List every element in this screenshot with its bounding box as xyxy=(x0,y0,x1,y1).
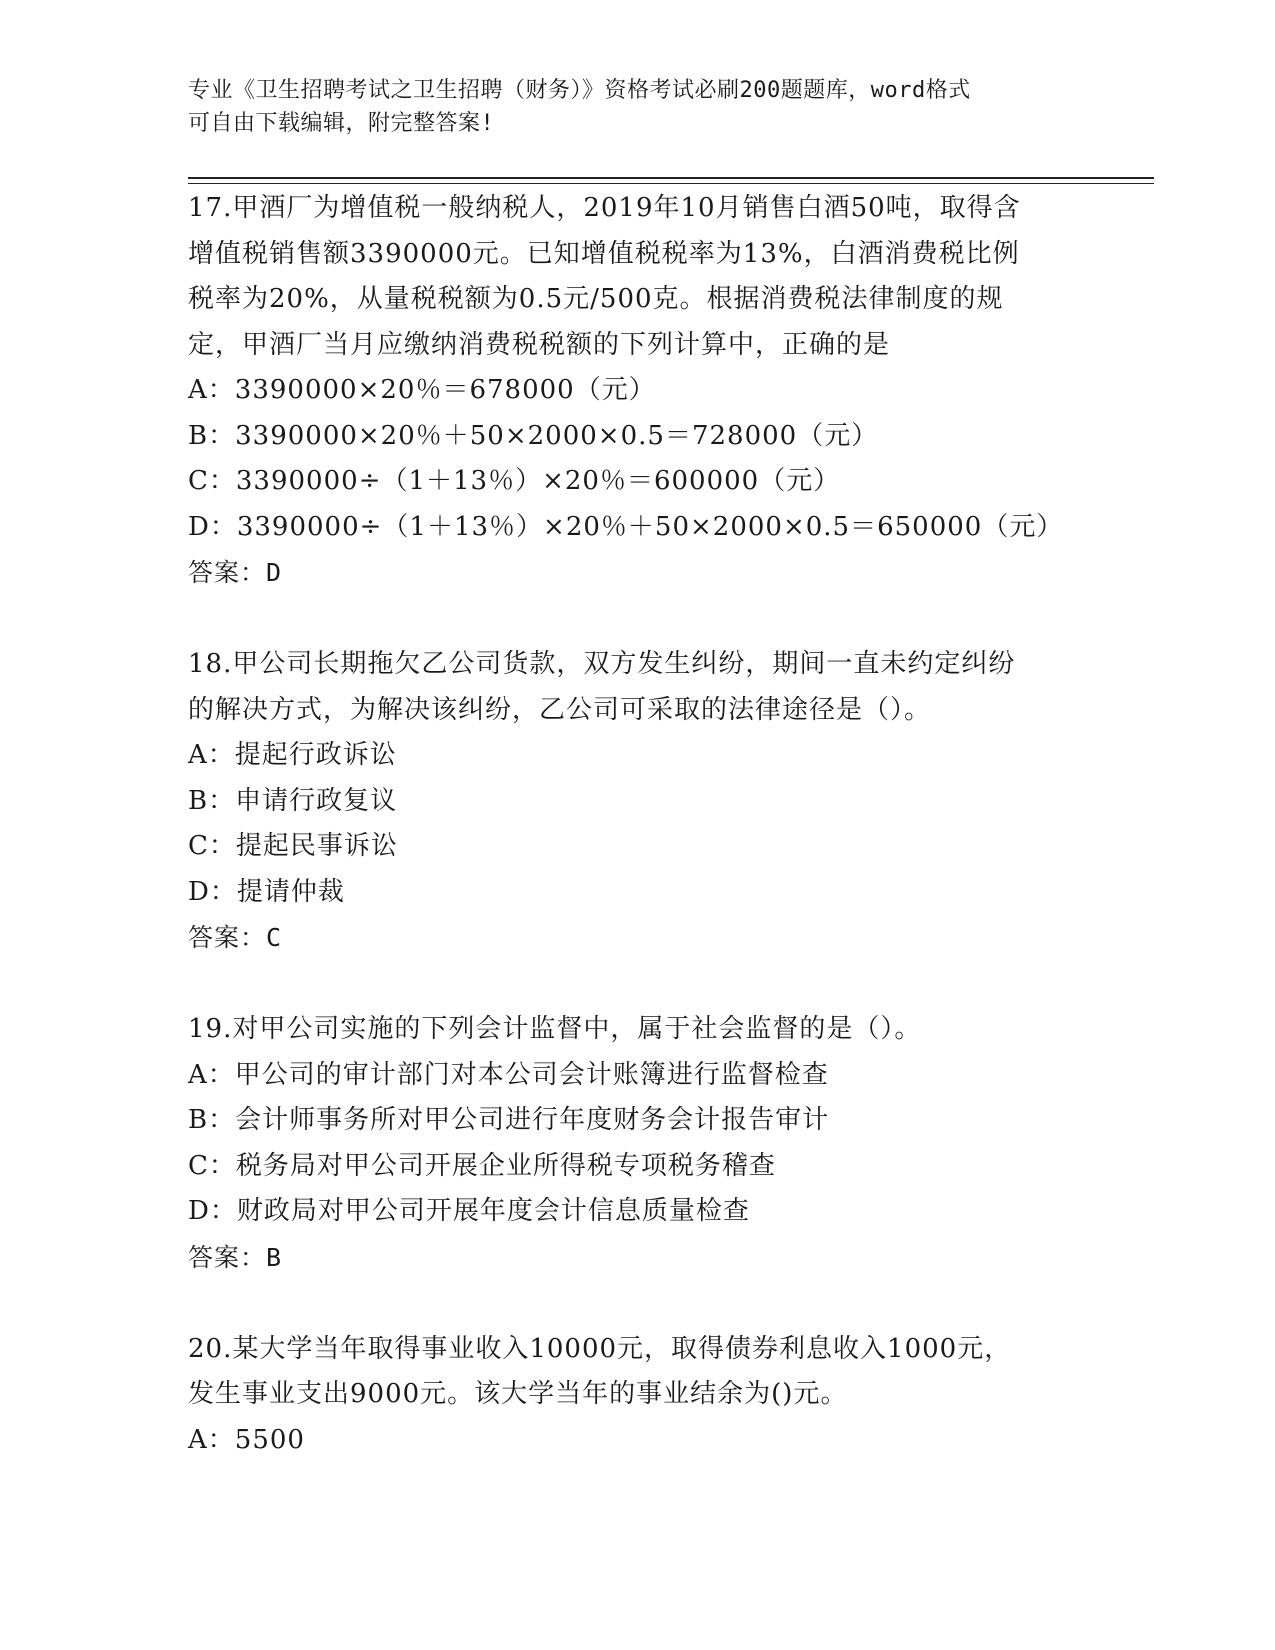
answer-label: 答案：D xyxy=(188,558,283,587)
option-b: B：申请行政复议 xyxy=(188,785,398,816)
header-divider-thin xyxy=(188,183,1154,184)
option-a: A：5500 xyxy=(188,1424,305,1455)
option-d: D：3390000÷（1＋13％）×20％＋50×2000×0.5＝650000（元） xyxy=(188,511,1064,542)
question-text-line: 18.甲公司长期拖欠乙公司货款，双方发生纠纷，期间一直未约定纠纷 xyxy=(188,649,1016,679)
question-text-line: 增值税销售额3390000元。已知增值税税率为13%，白酒消费税比例 xyxy=(188,238,1020,269)
option-a: A：甲公司的审计部门对本公司会计账簿进行监督检查 xyxy=(188,1059,829,1090)
option-d: D：财政局对甲公司开展年度会计信息质量检查 xyxy=(188,1196,750,1226)
answer-label: 答案：B xyxy=(188,1242,283,1272)
question-text-line: 19.对甲公司实施的下列会计监督中，属于社会监督的是（）。 xyxy=(188,1014,922,1044)
option-b: B：3390000×20％＋50×2000×0.5＝728000（元） xyxy=(188,420,879,451)
question-20 xyxy=(188,1327,1088,1464)
question-text-line: 20.某大学当年取得事业收入10000元，取得债券利息收入1000元， xyxy=(188,1333,1012,1364)
question-17 xyxy=(188,186,1088,595)
answer-label: 答案：C xyxy=(188,923,283,952)
question-text-line: 定，甲酒厂当月应缴纳消费税税额的下列计算中，正确的是 xyxy=(188,329,891,360)
question-19 xyxy=(188,1007,1088,1280)
header-line-1: 专业《卫生招聘考试之卫生招聘（财务）》资格考试必刷200题题库，word格式 xyxy=(188,78,971,103)
question-spacer xyxy=(188,1280,1088,1327)
question-spacer xyxy=(188,595,1088,642)
option-c: C：提起民事诉讼 xyxy=(188,831,398,861)
question-text-line: 的解决方式，为解决该纠纷，乙公司可采取的法律途径是（）。 xyxy=(188,694,932,725)
option-c: C：3390000÷（1＋13％）×20％＝600000（元） xyxy=(188,466,841,496)
option-b: B：会计师事务所对甲公司进行年度财务会计报告审计 xyxy=(188,1105,830,1135)
option-a: A：3390000×20％＝678000（元） xyxy=(188,375,656,405)
question-text-line: 发生事业支出9000元。该大学当年的事业结余为()元。 xyxy=(188,1379,848,1409)
option-a: A：提起行政诉讼 xyxy=(188,740,397,770)
option-c: C：税务局对甲公司开展企业所得税专项税务稽查 xyxy=(188,1150,776,1181)
question-spacer xyxy=(188,960,1088,1007)
header-line-2: 可自由下载编辑，附完整答案! xyxy=(188,111,495,136)
header-divider-thick xyxy=(188,177,1154,179)
question-text-line: 税率为20%，从量税税额为0.5元/500克。根据消费税法律制度的规 xyxy=(188,284,1004,314)
document-header xyxy=(188,74,1068,140)
option-d: D：提请仲裁 xyxy=(188,876,345,907)
question-text-line: 17.甲酒厂为增值税一般纳税人，2019年10月销售白酒50吨，取得含 xyxy=(188,193,1021,223)
question-list xyxy=(188,186,1088,1463)
question-18 xyxy=(188,642,1088,960)
